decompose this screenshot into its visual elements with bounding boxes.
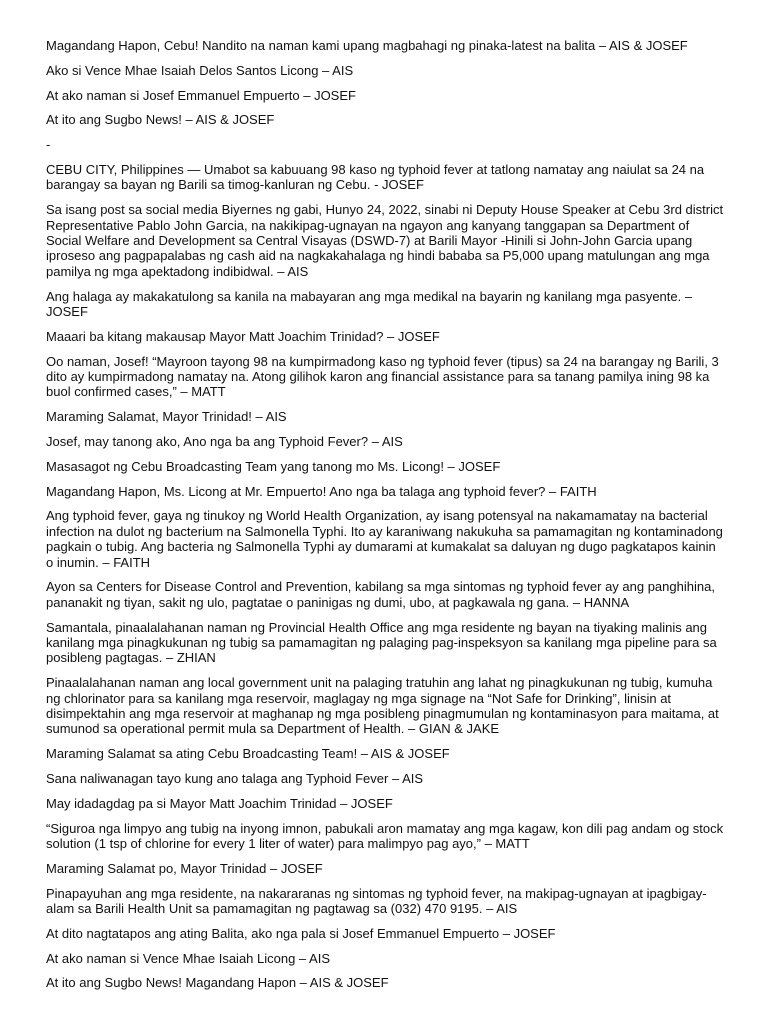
paragraph-lgu-reminder: Pinaalalahanan naman ang local government unit na palaging tratuhin ang lahat ng pinagkukunan ng tubig, kumuha ng chlorinator para sa kanilang mga reservoir, maglagay ng mga signage na “Not Safe for Drinking”, linisin at disimpektahin ang mga reservoir at maghanap ng mga posibleng pinagmumulan ng kontaminasyon para maitama, at sumunod sa operational permit mula sa Department of Health. – GIAN & JAKE: [46, 675, 719, 737]
paragraph-thanks-mayor: Maraming Salamat, Mayor Trinidad! – AIS: [46, 409, 287, 425]
paragraph-thanks-team: Maraming Salamat sa ating Cebu Broadcasting Team! – AIS & JOSEF: [46, 746, 450, 762]
paragraph-ais-intro: Ako si Vence Mhae Isaiah Delos Santos Licong – AIS: [46, 62, 354, 78]
paragraph-separator: -: [46, 137, 51, 153]
paragraph-show-title: At ito ang Sugbo News! – AIS & JOSEF: [46, 112, 275, 128]
paragraph-health-office: Samantala, pinaalalahanan naman ng Provincial Health Office ang mga residente ng bayan na tiyaking malinis ang kanilang mga pinagkukunan ng tubig sa pamamagitan ng palaging pag-inspeksyon sa kanilang mga pipeline para sa posibleng pagtagas. – ZHIAN: [46, 619, 717, 666]
paragraph-greeting: Magandang Hapon, Cebu! Nandito na naman kami upang magbahagi ng pinaka-latest na balita – AIS & JOSEF: [46, 38, 688, 53]
paragraph-hotline: Pinapayuhan ang mga residente, na nakararanas ng sintomas ng typhoid fever, na makipag-ugnayan at ipagbigay-alam sa Barili Health Unit sa pamamagitan ng pagtawag sa (032) 470 9195. – AIS: [46, 885, 707, 917]
paragraph-team-answer: Masasagot ng Cebu Broadcasting Team yang tanong mo Ms. Licong! – JOSEF: [46, 458, 501, 474]
paragraph-definition: Ang typhoid fever, gaya ng tinukoy ng World Health Organization, ay isang potensyal na nakamamatay na bacterial infection na dulot ng bacterium na Salmonella Typhi. Ito ay karaniwang nakukuha sa pamamagitan ng kontaminadong pagkain o tubig. Ang bacteria ng Salmonella Typhi ay dumarami at kumakalat sa daluyan ng dugo pagkatapos kainin o inumin. – FAITH: [46, 508, 723, 570]
paragraph-lead: CEBU CITY, Philippines — Umabot sa kabuuang 98 kaso ng typhoid fever at tatlong namatay ang naiulat sa 24 na barangay sa bayan ng Barili sa timog-kanluran ng Cebu. - JOSEF: [46, 161, 705, 193]
paragraph-enlightened: Sana naliwanagan tayo kung ano talaga ang Typhoid Fever – AIS: [46, 771, 424, 787]
paragraph-thanks-mayor-2: Maraming Salamat po, Mayor Trinidad – JOSEF: [46, 860, 323, 876]
paragraph-josef-intro: At ako naman si Josef Emmanuel Empuerto – JOSEF: [46, 87, 356, 103]
paragraph-symptoms: Ayon sa Centers for Disease Control and Prevention, kabilang sa mga sintomas ng typhoid fever ay ang panghihina, pananakit ng tiyan, sakit ng ulo, pagtatae o paninigas ng dumi, ubo, at pagkawala ng gana. – HANNA: [46, 579, 715, 610]
paragraph-mayor-advice: “Siguroa nga limpyo ang tubig na inyong imnon, pabukali aron mamatay ang mga kagaw, kon dili pag andam og stock solution (1 tsp of chlorine for every 1 liter of water) para malimpyo pag ayo,” – MATT: [46, 820, 724, 852]
paragraph-ask-mayor: Maaari ba kitang makausap Mayor Matt Joachim Trinidad? – JOSEF: [46, 328, 440, 344]
paragraph-signoff: At ito ang Sugbo News! Magandang Hapon – AIS & JOSEF: [46, 975, 389, 991]
paragraph-ais-closing: At ako naman si Vence Mhae Isaiah Licong – AIS: [46, 950, 331, 966]
paragraph-cash-aid: Sa isang post sa social media Biyernes ng gabi, Hunyo 24, 2022, sinabi ni Deputy House Speaker at Cebu 3rd district Representative Pablo John Garcia, na nakikipag-ugnayan na ngayon ang kanyang tanggapan sa Department of Social Welfare and Development sa Central Visayas (DSWD-7) at Barili Mayor -Hinili si John-John Garcia upang iproseso ang pagpapalabas ng cash aid na nagkakahalaga ng hindi bababa sa P5,000 upang matulungan ang mga pamilya ng mga apektadong indibidwal. – AIS: [46, 202, 724, 279]
paragraph-mayor-quote: Oo naman, Josef! “Mayroon tayong 98 na kumpirmadong kaso ng typhoid fever (tipus) sa 24 na barangay ng Barili, 3 dito ay kumpirmadong namatay na. Atong gilihok karon ang financial assistance para sa tanang pamilya ining 98 ka buol confirmed cases,” – MATT: [46, 353, 719, 400]
paragraph-josef-closing: At dito nagtatapos ang ating Balita, ako nga pala si Josef Emmanuel Empuerto – JOSEF: [46, 925, 556, 941]
paragraph-mayor-addition: May idadagdag pa si Mayor Matt Joachim Trinidad – JOSEF: [46, 795, 393, 811]
paragraph-medical-bills: Ang halaga ay makakatulong sa kanila na mabayaran ang mga medikal na bayarin ng kanilang mga pasyente. – JOSEF: [46, 288, 693, 320]
document-body: [46, 38, 726, 1000]
paragraph-faith-greeting: Magandang Hapon, Ms. Licong at Mr. Empuerto! Ano nga ba talaga ang typhoid fever? – FAITH: [46, 483, 597, 499]
paragraph-question: Josef, may tanong ako, Ano nga ba ang Typhoid Fever? – AIS: [46, 434, 403, 450]
